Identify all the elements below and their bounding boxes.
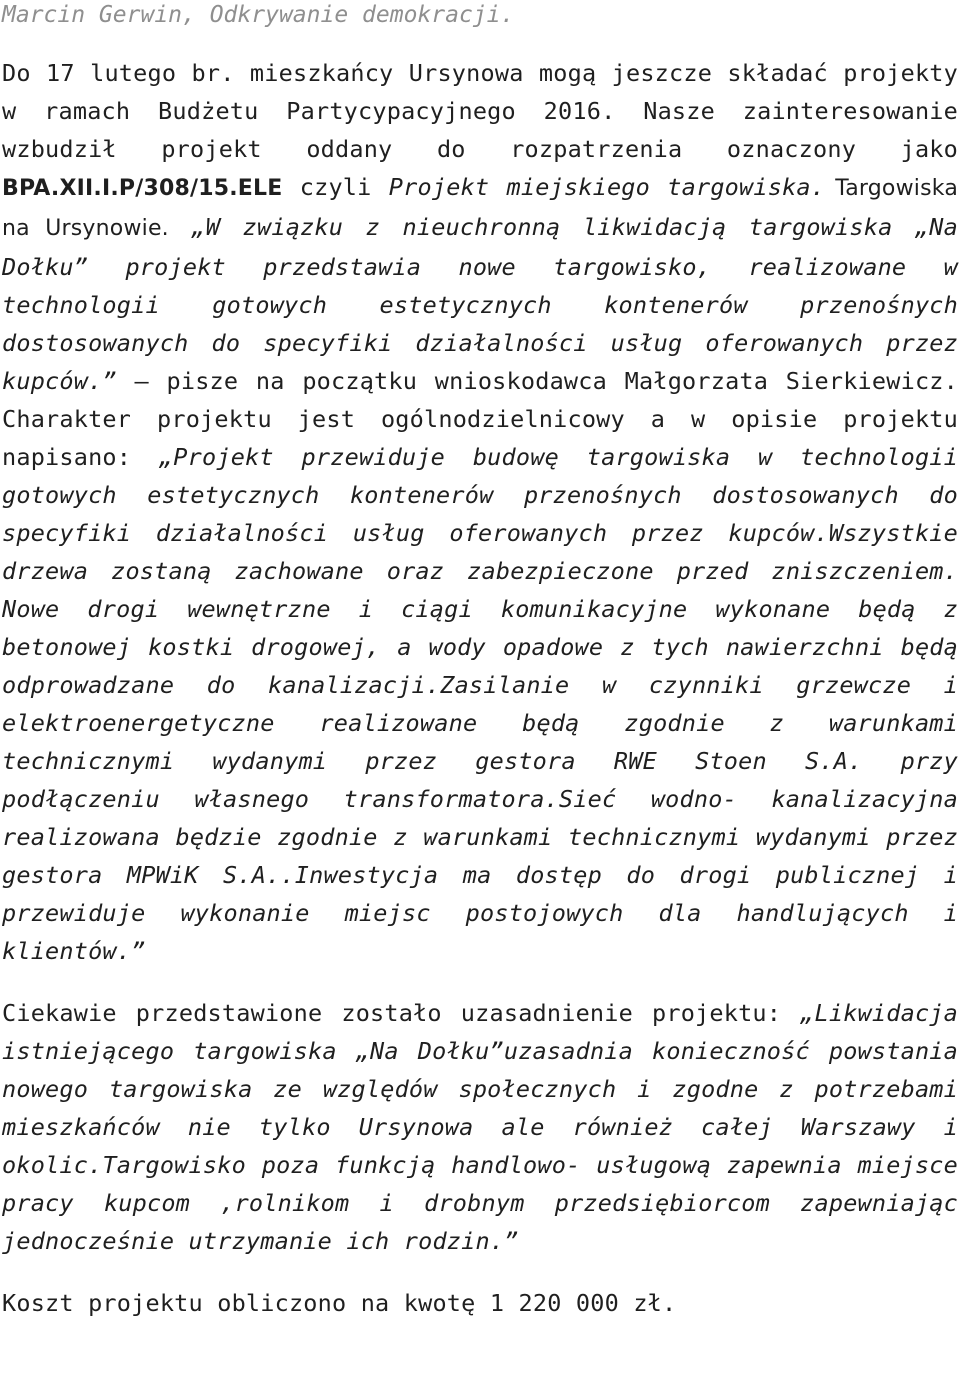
- paragraph-cost: [2, 1284, 958, 1322]
- justification-intro: Ciekawie przedstawione zostało uzasadnienie projektu:: [2, 999, 801, 1027]
- applicant-quote: „W związku z nieuchronną likwidacją targowiska „Na Dołku” projekt przedstawia nowe targowisko, realizowane w technologii gotowych estetycznych kontenerów przenośnych dostosowanych do specyfiki działalności usług oferowanych przez kupców.”: [2, 213, 959, 395]
- project-title: Projekt miejskiego targowiska.: [388, 173, 826, 201]
- project-code: BPA.XII.I.P/308/15.: [2, 176, 238, 201]
- justification-quote: „Likwidacja istniejącego targowiska „Na Dołku”uzasadnia konieczność powstania nowego targowiska ze względów społecznych i zgodne z potrzebami mieszkańców nie tylko Ursynowa ale również całej Warszawy i okolic.Targowisko poza funkcją handlowo- usługową zapewnia miejsce pracy kupcom ,rolnikom i drobnym przedsiębiorcom zapewniając jednocześnie utrzymanie ich rodzin.”: [2, 999, 958, 1255]
- paragraph-justification: [2, 994, 958, 1260]
- intro-text: Do 17 lutego br. mieszkańcy Ursynowa mogą jeszcze składać projekty w ramach Budżetu Partycypacyjnego 2016. Nasze zainteresowanie wzbudził projekt oddany do rozpatrzenia oznaczony jako: [2, 59, 958, 163]
- project-code-suffix: ELE: [237, 176, 283, 201]
- applicant-attribution: – pisze na początku wnioskodawca Małgorzata Sierkiewicz. Charakter projektu jest ogólnodzielnicowy a w opisie projektu napisano:: [2, 367, 958, 471]
- project-cost: Koszt projektu obliczono na kwotę 1 220 000 zł.: [2, 1289, 677, 1317]
- byline: Marcin Gerwin, Odkrywanie demokracji.: [2, 2, 515, 28]
- project-description-quote: „Projekt przewiduje budowę targowiska w technologii gotowych estetycznych kontenerów przenośnych dostosowanych do specyfiki działalności usług oferowanych przez kupców.Wszystkie drzewa zostaną zachowane oraz zabezpieczone przed zniszczeniem. Nowe drogi wewnętrzne i ciągi komunikacyjne wykonane będą z betonowej kostki drogowej, a wody opadowe z tych nawierzchni będą odprowadzane do kanalizacji.Zasilanie w czynniki grzewcze i elektroenergetyczne realizowane będą zgodnie z warunkami technicznymi wydanymi przez gestora RWE Stoen S.A. przy podłączeniu własnego transformatora.Sieć wodno- kanalizacyjna realizowana będzie zgodnie z warunkami technicznymi wydanymi przez gestora MPWiK S.A..Inwestycja ma dostęp do drogi publicznej i przewiduje wykonanie miejsc postojowych dla handlujących i klientów.”: [2, 443, 959, 965]
- intro-connector: czyli: [282, 173, 389, 201]
- paragraph-project-intro: [2, 54, 958, 970]
- project-subtitle: Targowiska na Ursynowie.: [2, 176, 958, 241]
- article: [2, 0, 958, 1322]
